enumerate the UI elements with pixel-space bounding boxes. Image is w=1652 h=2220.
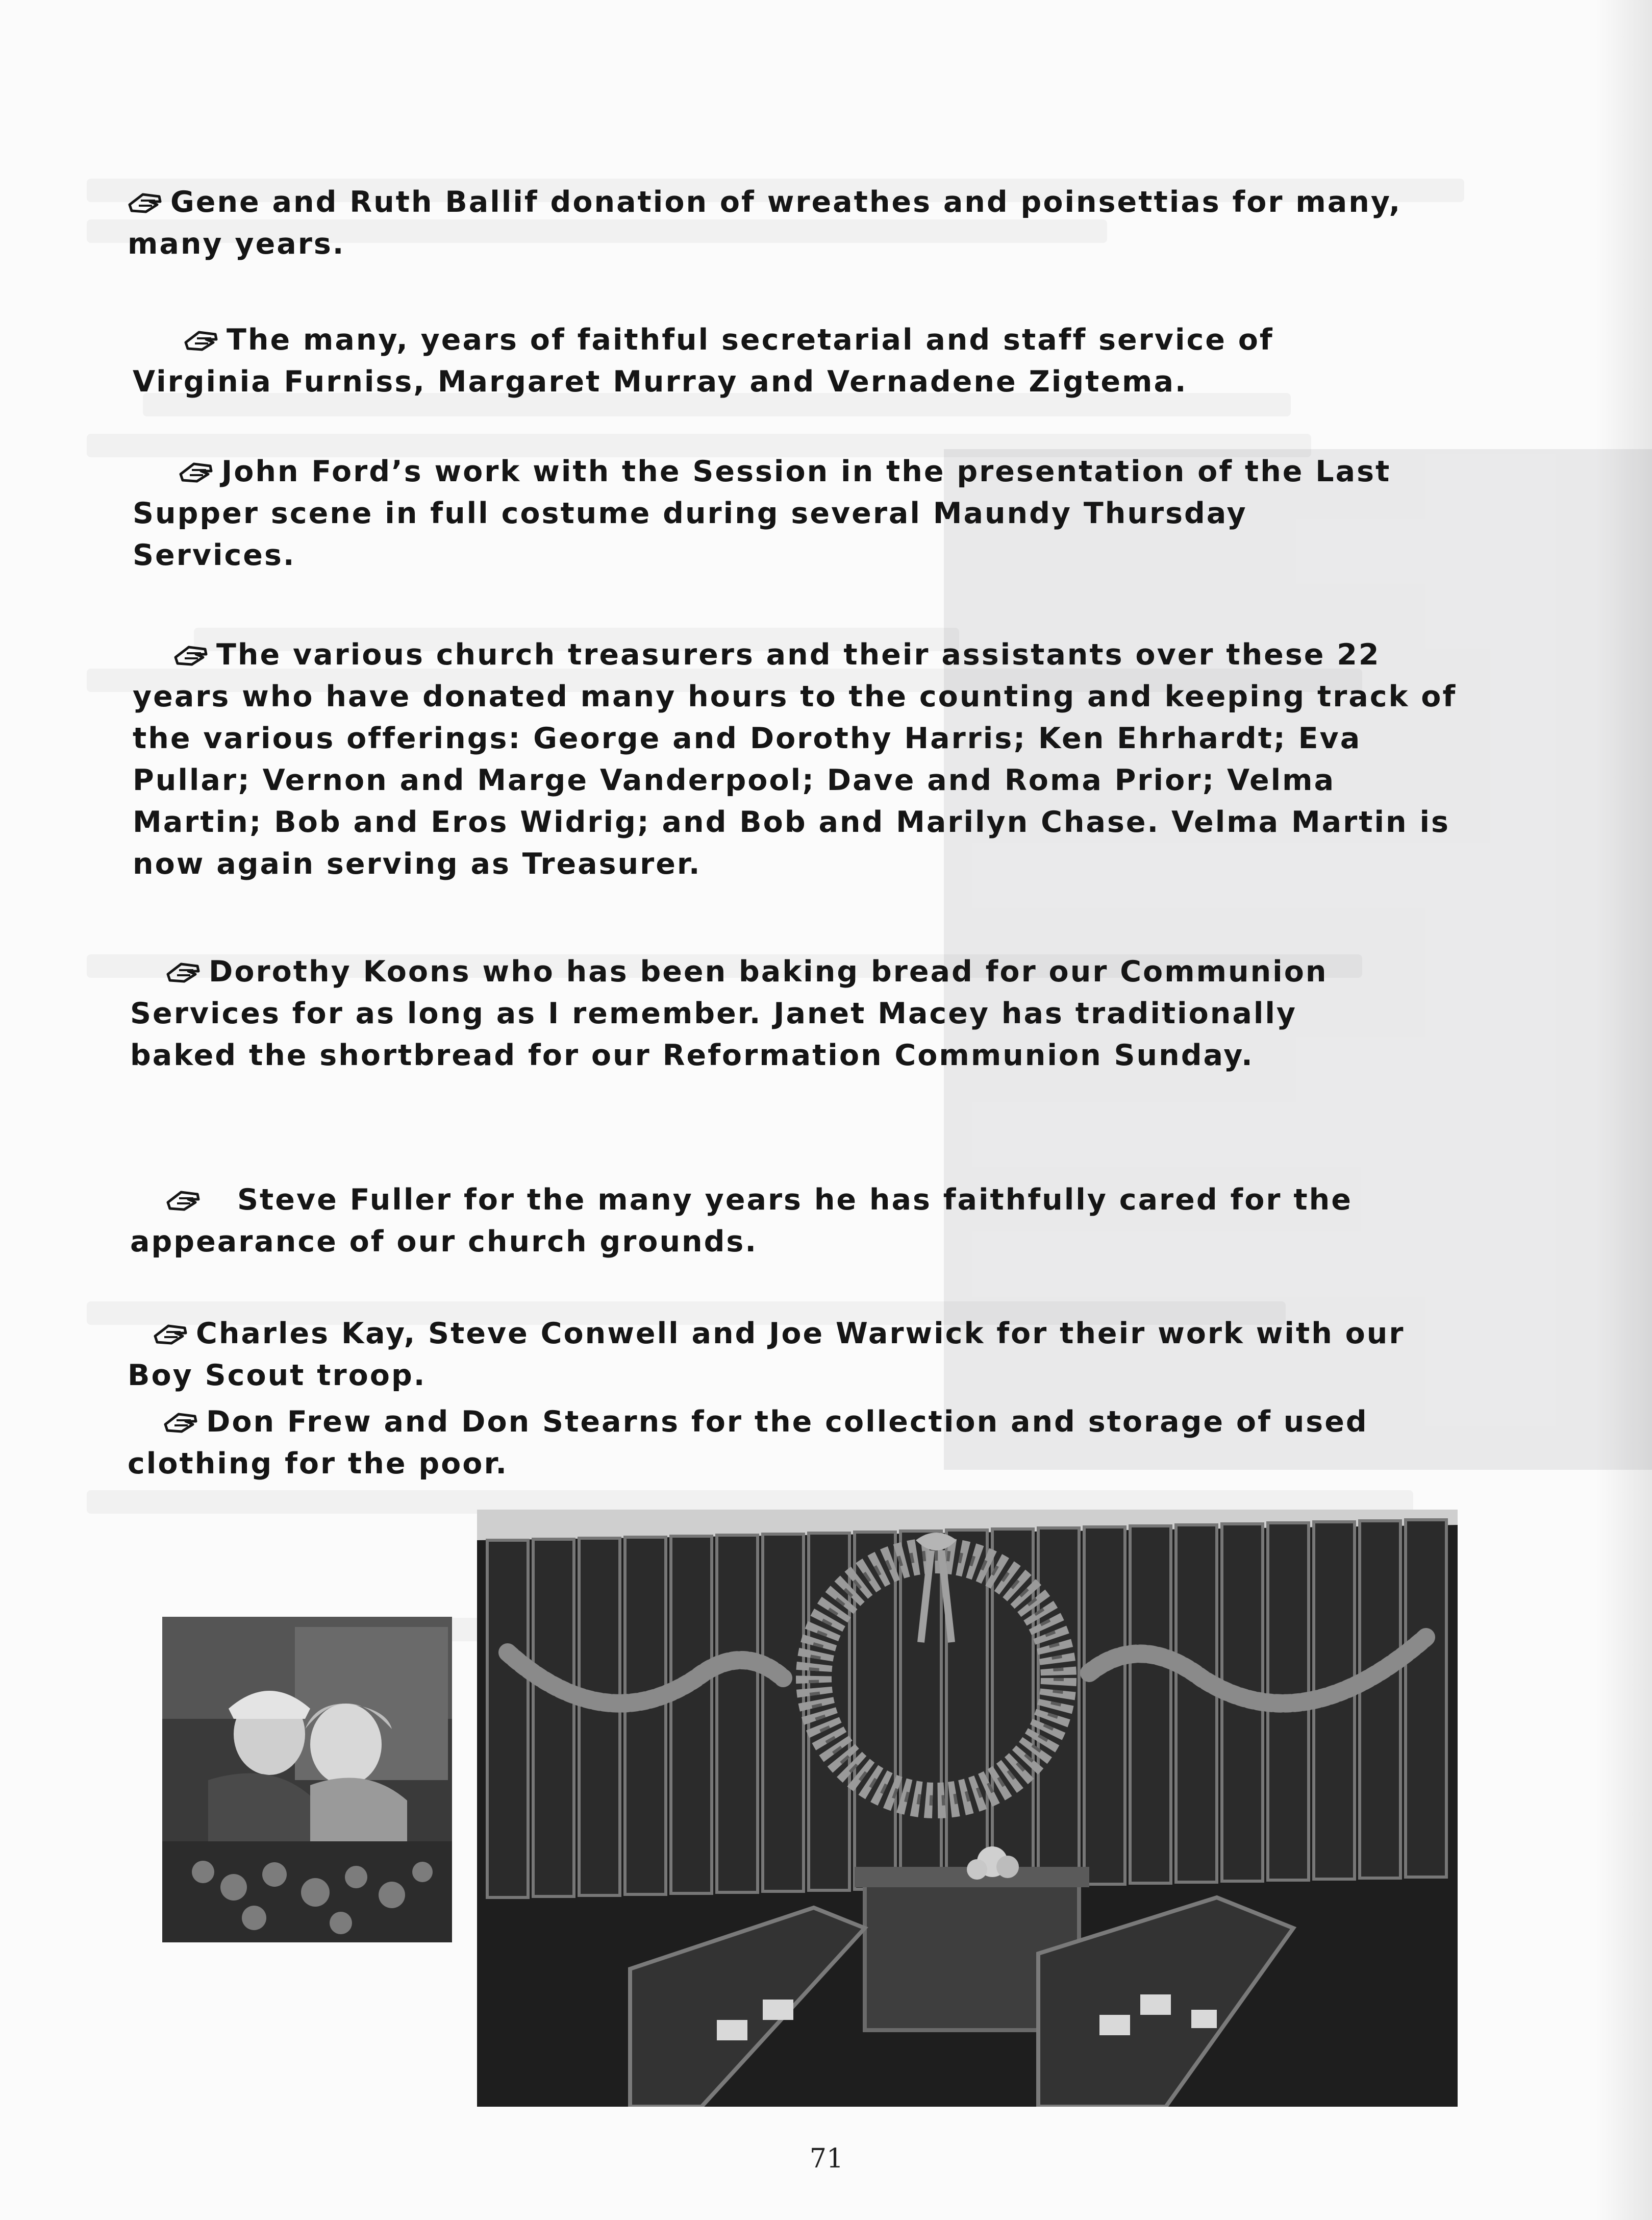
writing-hand-icon	[166, 959, 202, 984]
couple-photo	[162, 1617, 452, 1942]
entry-text: The various church treasurers and their assistants over these 22 years who have donated many hours to the counting and keeping track of the various offerings: George and Dorothy Harris; Ken Ehrhardt; Eva Pullar; Vernon and Marge Vanderpool; Dave and Roma Prior; Velma Martin; Bob and Eros Widrig; and Bob and Marilyn Chase. Velma Martin is now again serving as Treasurer.	[133, 638, 1457, 881]
writing-hand-icon	[153, 1321, 189, 1346]
entry-treasurers	[133, 634, 1469, 885]
entry-text: The many, years of faithful secretarial and staff service of Virginia Furniss, Margaret Murray and Vernadene Zigtema.	[133, 323, 1274, 399]
sanctuary-wreath-photo	[477, 1510, 1458, 2107]
writing-hand-icon	[184, 327, 219, 353]
entry-text: Dorothy Koons who has been baking bread for our Communion Services for as long as I remember. Janet Macey has traditionally baked the shortbread for our Reformation Communion Sunday.	[130, 955, 1328, 1072]
writing-hand-icon	[128, 189, 163, 215]
entry-scouts	[128, 1313, 1464, 1396]
entry-text: Gene and Ruth Ballif donation of wreathes and poinsettias for many, many years.	[128, 185, 1402, 261]
page-number: 71	[809, 2143, 844, 2174]
entry-ballif	[128, 181, 1434, 265]
writing-hand-icon	[173, 642, 209, 668]
entry-secretarial	[133, 319, 1408, 403]
entry-text: John Ford’s work with the Session in the presentation of the Last Supper scene in full costume during several Maundy Thursday Services.	[133, 455, 1391, 572]
entry-text: Charles Kay, Steve Conwell and Joe Warwick for their work with our Boy Scout troop.	[128, 1317, 1405, 1392]
entry-koons	[130, 951, 1416, 1076]
entry-text: Steve Fuller for the many years he has faithfully cared for the appearance of our church grounds.	[130, 1183, 1353, 1259]
writing-hand-icon	[179, 459, 214, 484]
entry-frew	[128, 1401, 1464, 1485]
writing-hand-icon	[163, 1409, 199, 1435]
entry-ford	[133, 451, 1408, 576]
writing-hand-icon	[166, 1187, 202, 1213]
entry-text: Don Frew and Don Stearns for the collection and storage of used clothing for the poor.	[128, 1405, 1368, 1481]
entry-fuller	[130, 1179, 1467, 1263]
